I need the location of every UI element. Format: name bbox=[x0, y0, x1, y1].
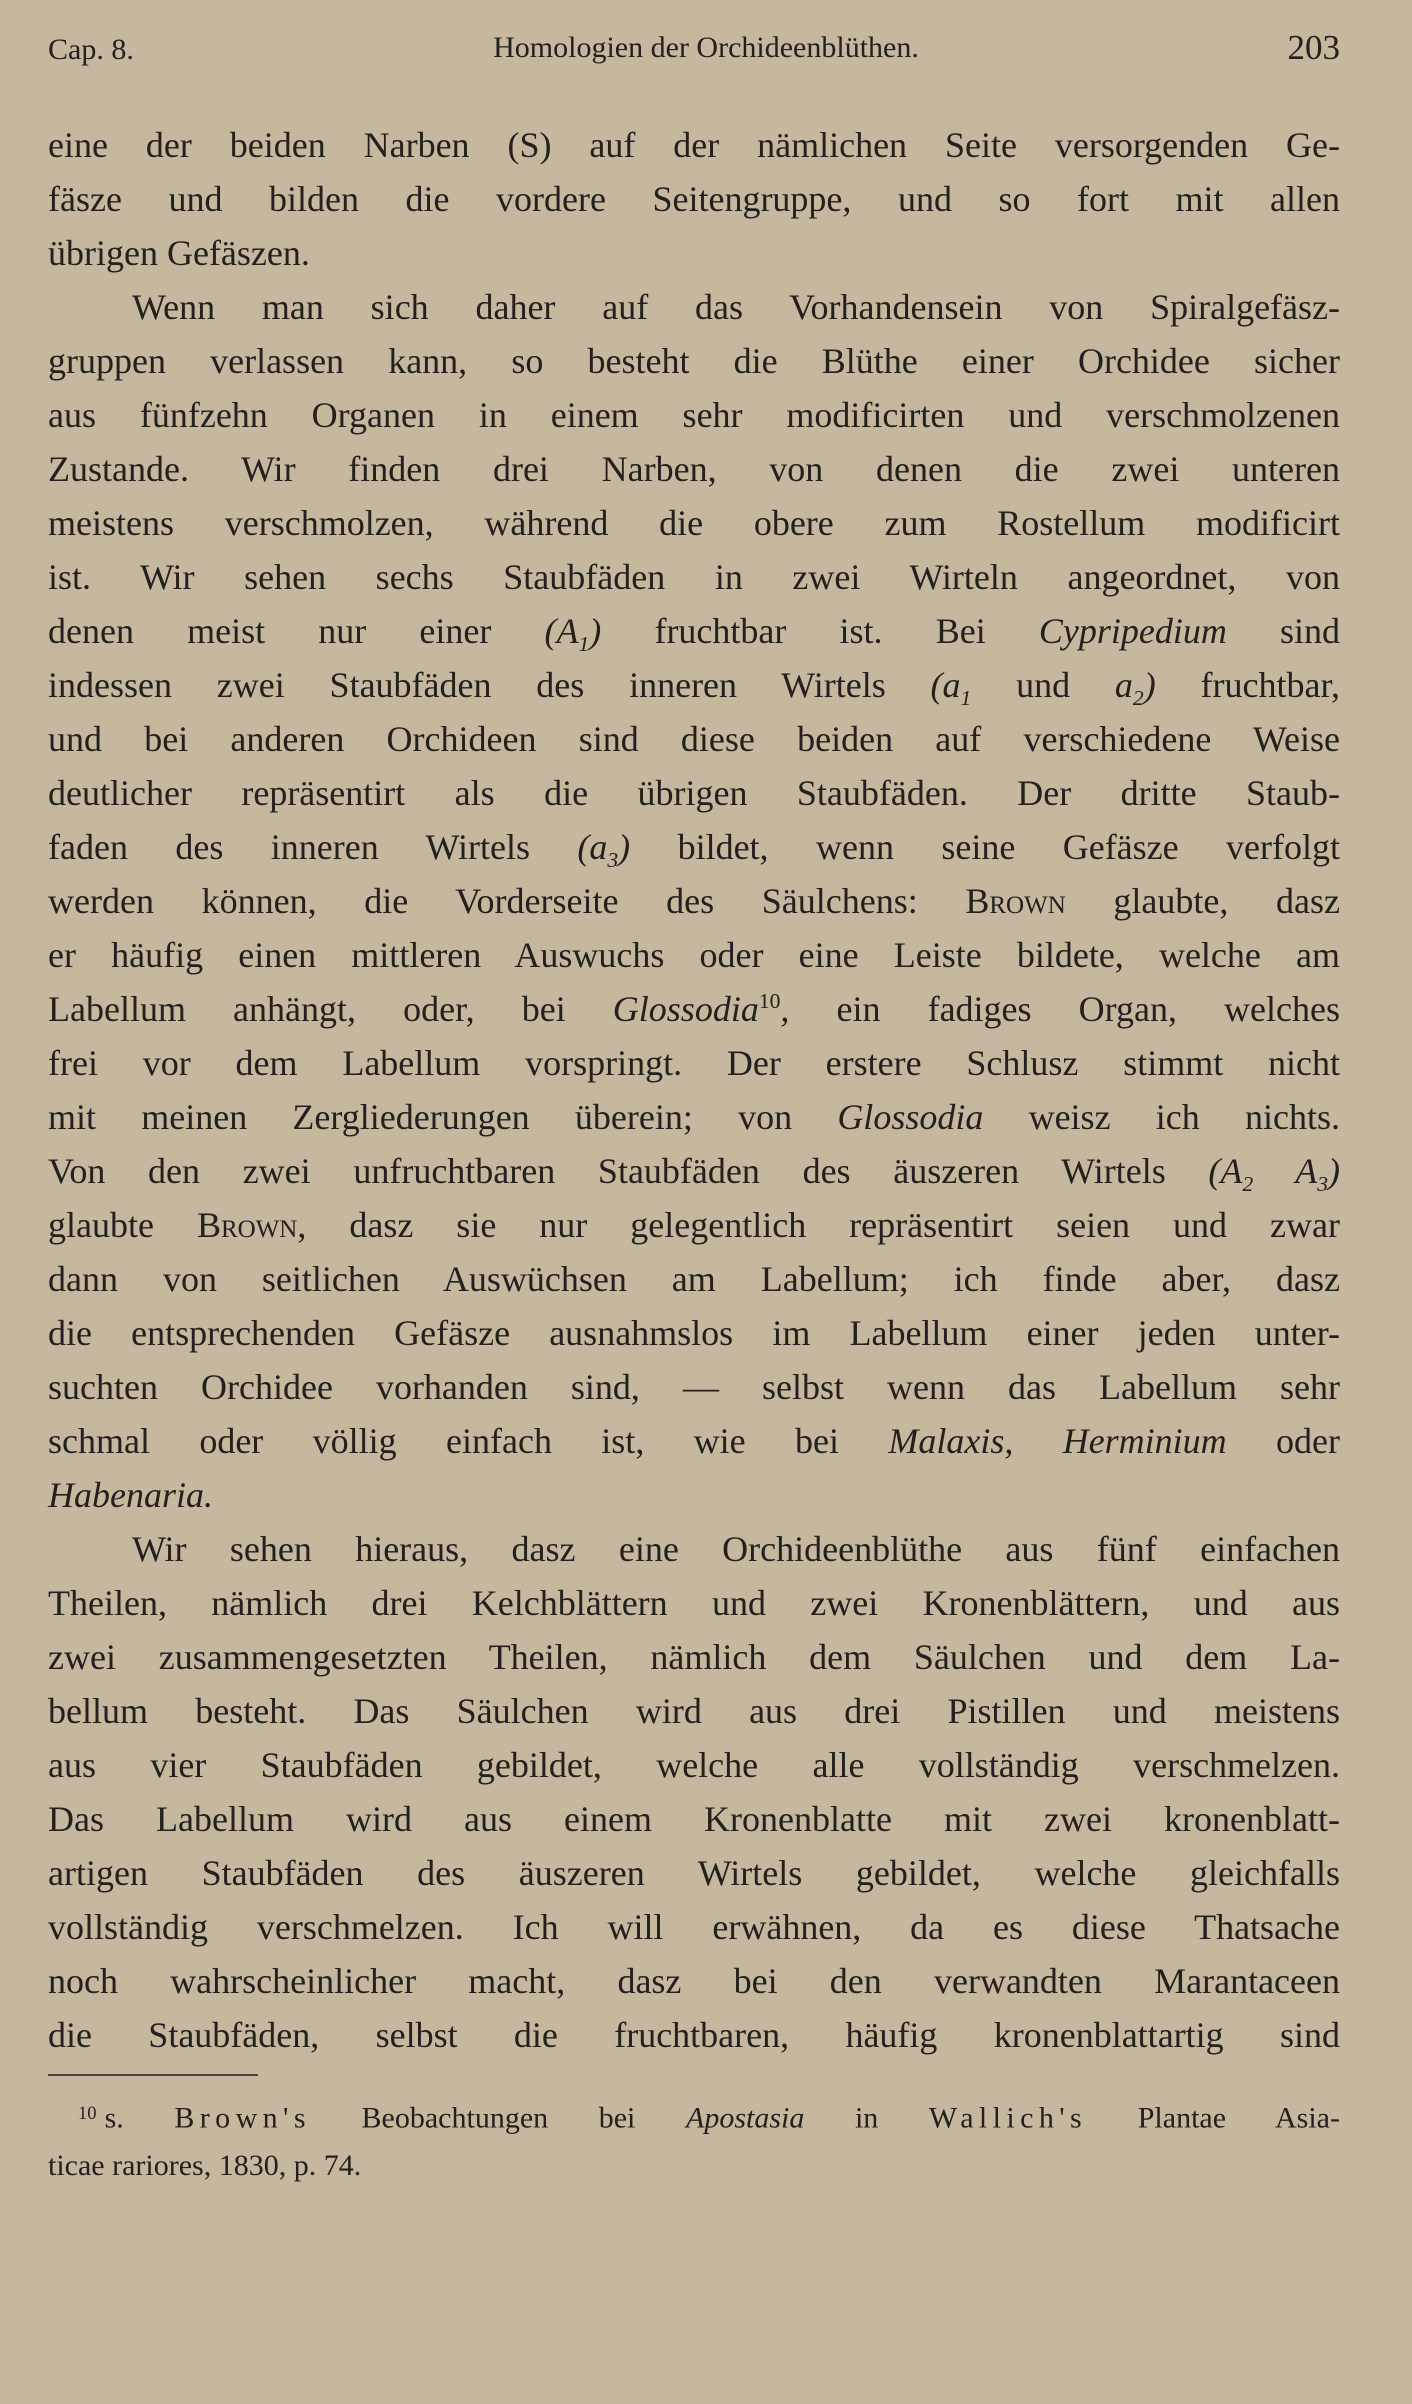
text-line: zwei zusammengesetzten Theilen, nämlich dem Säulchen und dem La- bbox=[48, 1637, 1340, 1677]
text-line: übrigen Gefäszen. bbox=[48, 233, 310, 273]
text-line: glaubte Brown, dasz sie nur gelegentlich repräsentirt seien und zwar bbox=[48, 1205, 1340, 1245]
running-header bbox=[48, 22, 1340, 74]
chapter-label: Cap. 8. bbox=[48, 33, 134, 66]
text-line: bellum besteht. Das Säulchen wird aus drei Pistillen und meistens bbox=[48, 1691, 1340, 1731]
text-line: werden können, die Vorderseite des Säulchens: Brown glaubte, dasz bbox=[48, 881, 1340, 921]
text-line: dann von seitlichen Auswüchsen am Labellum; ich finde aber, dasz bbox=[48, 1259, 1340, 1299]
text-line: Wir sehen hieraus, dasz eine Orchideenblüthe aus fünf einfachen bbox=[132, 1529, 1340, 1569]
text-line: eine der beiden Narben (S) auf der nämlichen Seite versorgenden Ge- bbox=[48, 125, 1340, 165]
text-line: denen meist nur einer $(A_1)$ fruchtbar ist. Bei Cypripedium sind bbox=[48, 611, 1341, 657]
page-number: 203 bbox=[1287, 28, 1340, 67]
text-line: Labellum anhängt, oder, bei Glossodia$^{10}$, ein fadiges Organ, welches bbox=[48, 989, 1340, 1029]
text-line: mit meinen Zergliederungen überein; von Glossodia weisz ich nichts. bbox=[48, 1097, 1340, 1137]
text-line: Theilen, nämlich drei Kelchblättern und zwei Kronenblättern, und aus bbox=[48, 1583, 1340, 1623]
text-line: und bei anderen Orchideen sind diese beiden auf verschiedene Weise bbox=[48, 719, 1340, 759]
text-line: frei vor dem Labellum vorspringt. Der erstere Schlusz stimmt nicht bbox=[48, 1043, 1340, 1083]
text-line: Wenn man sich daher auf das Vorhandensein von Spiralgefäsz- bbox=[132, 287, 1340, 327]
text-line: er häufig einen mittleren Auswuchs oder eine Leiste bildete, welche am bbox=[48, 935, 1340, 975]
text-line: fäsze und bilden die vordere Seitengruppe, und so fort mit allen bbox=[48, 179, 1340, 219]
footnote-divider bbox=[48, 2074, 258, 2076]
footnote-number: 10 bbox=[78, 2103, 97, 2124]
text-line: Das Labellum wird aus einem Kronenblatte mit zwei kronenblatt- bbox=[48, 1799, 1340, 1839]
footnote-line: ticae rariores, 1830, p. 74. bbox=[48, 2149, 362, 2183]
text-line: ist. Wir sehen sechs Staubfäden in zwei Wirteln angeordnet, von bbox=[48, 557, 1340, 597]
text-line: die Staubfäden, selbst die fruchtbaren, häufig kronenblattartig sind bbox=[48, 2015, 1340, 2055]
footnote-reference: 10 bbox=[758, 989, 781, 1013]
text-line: Habenaria. bbox=[48, 1475, 213, 1515]
text-line: gruppen verlassen kann, so besteht die Blüthe einer Orchidee sicher bbox=[48, 341, 1340, 381]
text-line: meistens verschmolzen, während die obere zum Rostellum modificirt bbox=[48, 503, 1340, 543]
text-line: deutlicher repräsentirt als die übrigen Staubfäden. Der dritte Staub- bbox=[48, 773, 1340, 813]
text-line: artigen Staubfäden des äuszeren Wirtels gebildet, welche gleichfalls bbox=[48, 1853, 1340, 1893]
text-line: aus vier Staubfäden gebildet, welche alle vollständig verschmelzen. bbox=[48, 1745, 1340, 1785]
text-line: suchten Orchidee vorhanden sind, — selbst wenn das Labellum sehr bbox=[48, 1367, 1340, 1407]
footnote-line: $^{10}$ s. Brown's Beobachtungen bei Apostasia in Wallich's Plantae Asia- bbox=[78, 2101, 1340, 2135]
running-title: Homologien der Orchideenblüthen. bbox=[493, 31, 919, 64]
text-line: schmal oder völlig einfach ist, wie bei Malaxis, Herminium oder bbox=[48, 1421, 1341, 1461]
text-line: aus fünfzehn Organen in einem sehr modificirten und verschmolzenen bbox=[48, 395, 1340, 435]
text-line: vollständig verschmelzen. Ich will erwähnen, da es diese Thatsache bbox=[48, 1907, 1340, 1947]
text-line: noch wahrscheinlicher macht, dasz bei den verwandten Marantaceen bbox=[48, 1961, 1340, 2001]
body-text bbox=[48, 118, 1340, 2062]
text-line: indessen zwei Staubfäden des inneren Wirtels ($a_1$ und $a_2$) fruchtbar, bbox=[48, 665, 1341, 711]
text-line: Zustande. Wir finden drei Narben, von denen die zwei unteren bbox=[48, 449, 1340, 489]
footnote bbox=[48, 2090, 1340, 2190]
text-line: faden des inneren Wirtels $(a_3)$ bildet, wenn seine Gefäsze verfolgt bbox=[48, 827, 1340, 873]
text-line: Von den zwei unfruchtbaren Staubfäden des äuszeren Wirtels ($A_2$ $A_3$) bbox=[48, 1151, 1340, 1197]
text-line: die entsprechenden Gefäsze ausnahmslos im Labellum einer jeden unter- bbox=[48, 1313, 1340, 1353]
